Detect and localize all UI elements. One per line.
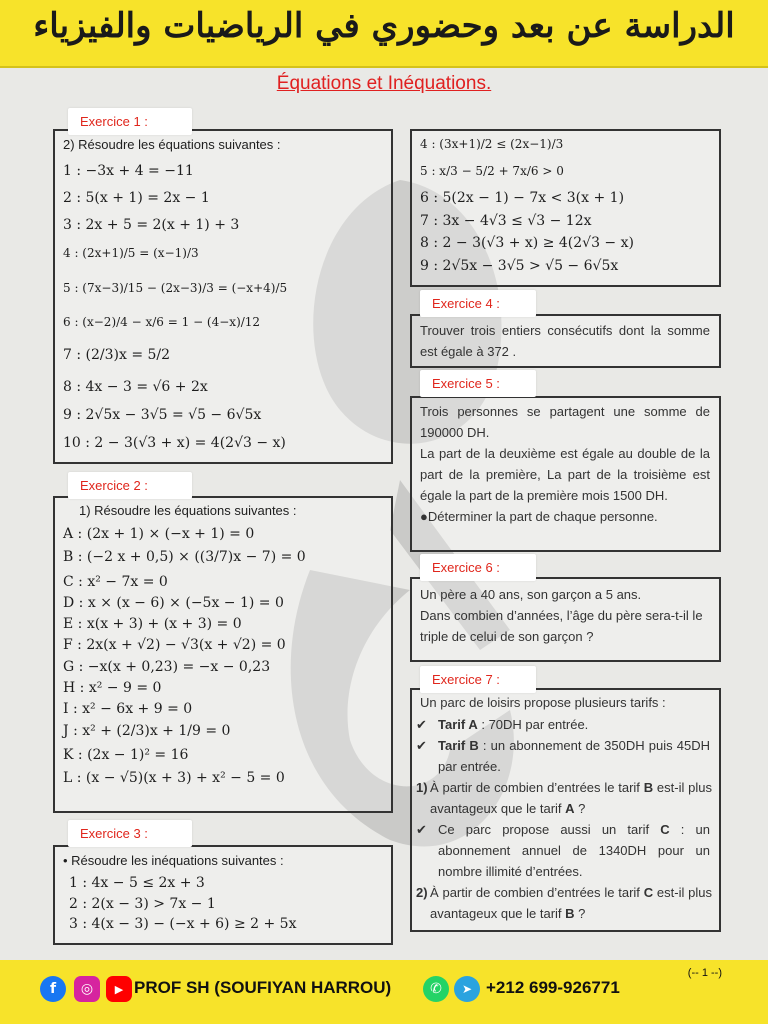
question-2-text xyxy=(430,882,712,924)
page-number: (-- 1 --) xyxy=(687,967,722,979)
equation-item: K : (2x − 1)² = 16 xyxy=(63,747,189,763)
exercise-7-box xyxy=(410,688,721,932)
equation-item: 9 : 2√5x − 3√5 = √5 − 6√5x xyxy=(63,407,262,423)
equation-item: G : −x(x + 0,23) = −x − 0,23 xyxy=(63,659,271,675)
equation-item: B : (−2 x + 0,5) × ((3/7)x − 7) = 0 xyxy=(63,549,306,565)
tariff-b-text: : un abonnement de 350DH puis 45DH par entrée. xyxy=(438,738,710,774)
exercise-7-intro: Un parc de loisirs propose plusieurs tarifs : xyxy=(420,695,666,710)
equation-item: L : (x − √5)(x + 3) + x² − 5 = 0 xyxy=(63,770,285,786)
inequation-item: 8 : 2 − 3(√3 + x) ≥ 4(2√3 − x) xyxy=(420,235,634,251)
facebook-icon[interactable]: f xyxy=(40,976,66,1002)
inequations-continued-box xyxy=(410,129,721,287)
exercise-7-label: Exercice 7 : xyxy=(420,666,536,693)
exercise-6-label: Exercice 6 : xyxy=(420,554,536,581)
question-2-part: est-il plus avantageux que le tarif xyxy=(430,885,712,921)
phone-number[interactable]: +212 699-926771 xyxy=(486,978,620,997)
exercise-5-paragraph-2: La part de la deuxième est égale au double de la part de la première, La part de la troisième est égale la part de la première mois 1500 DH. xyxy=(420,446,710,503)
equation-item: 2 : 5(x + 1) = 2x − 1 xyxy=(63,190,210,206)
tariff-a-label: Tarif A xyxy=(438,717,478,732)
checkmark-icon: ✔ xyxy=(416,717,427,732)
inequation-item: 2 : 2(x − 3) > 7x − 1 xyxy=(69,896,216,912)
equation-item: D : x × (x − 6) × (−5x − 1) = 0 xyxy=(63,595,284,611)
telegram-icon[interactable]: ➤ xyxy=(454,976,480,1002)
author-name: PROF SH (SOUFIYAN HARROU) xyxy=(134,978,392,997)
question-1-part: est-il plus avantageux que le tarif xyxy=(430,780,712,816)
equation-item: 4 : (2x+1)/5 = (x−1)/3 xyxy=(63,246,199,260)
tariff-b-label: Tarif B xyxy=(438,738,479,753)
tariff-c-part: C xyxy=(660,822,670,837)
equation-item: 8 : 4x − 3 = √6 + 2x xyxy=(63,379,208,395)
exercise-1-intro: 2) Résoudre les équations suivantes : xyxy=(63,137,281,152)
equation-item: 10 : 2 − 3(√3 + x) = 4(2√3 − x) xyxy=(63,435,286,451)
tariff-b-item xyxy=(438,735,710,777)
exercise-4-text: Trouver trois entiers consécutifs dont la somme est égale à 372 . xyxy=(420,323,710,359)
inequation-item: 1 : 4x − 5 ≤ 2x + 3 xyxy=(69,875,205,891)
question-1-number: 1) xyxy=(416,780,428,795)
inequation-item: 6 : 5(2x − 1) − 7x < 3(x + 1) xyxy=(420,190,625,206)
exercise-2-box xyxy=(53,496,393,813)
exercise-4-box xyxy=(410,314,721,368)
exercise-6-paragraph-1: Un père a 40 ans, son garçon a 5 ans. xyxy=(420,587,642,602)
inequation-item: 7 : 3x − 4√3 ≤ √3 − 12x xyxy=(420,213,592,229)
exercise-1-label: Exercice 1 : xyxy=(68,108,192,135)
exercise-1-box xyxy=(53,129,393,464)
exercise-5-paragraph-1: Trois personnes se partagent une somme de 190000 DH. xyxy=(420,404,710,440)
equation-item: C : x² − 7x = 0 xyxy=(63,574,168,590)
equation-item: 6 : (x−2)/4 − x/6 = 1 − (4−x)/12 xyxy=(63,315,261,329)
tariff-c-part: : un abonnement annuel de 1340DH pour un nombre illimité d’entrées. xyxy=(438,822,711,879)
checkmark-icon: ✔ xyxy=(416,822,427,837)
equation-item: 1 : −3x + 4 = −11 xyxy=(63,163,194,179)
equation-item: F : 2x(x + √2) − √3(x + √2) = 0 xyxy=(63,637,286,653)
inequation-item: 5 : x/3 − 5/2 + 7x/6 > 0 xyxy=(420,164,564,178)
inequation-item: 3 : 4(x − 3) − (−x + 6) ≥ 2 + 5x xyxy=(69,916,297,932)
exercise-5-label: Exercice 5 : xyxy=(420,370,536,397)
question-1-part: ? xyxy=(574,801,586,816)
equation-item: 5 : (7x−3)/15 − (2x−3)/3 = (−x+4)/5 xyxy=(63,281,288,295)
equation-item: 7 : (2/3)x = 5/2 xyxy=(63,347,171,363)
question-1-part: A xyxy=(565,801,575,816)
tariff-a-text: : 70DH par entrée. xyxy=(477,717,589,732)
inequation-item: 4 : (3x+1)/2 ≤ (2x−1)/3 xyxy=(420,137,564,151)
equation-item: I : x² − 6x + 9 = 0 xyxy=(63,701,193,717)
exercise-2-intro: 1) Résoudre les équations suivantes : xyxy=(79,503,297,518)
question-2-part: C xyxy=(643,885,654,900)
arabic-title: الدراسة عن بعد وحضوري في الرياضيات والفيزياء xyxy=(33,6,735,46)
exercise-3-box xyxy=(53,845,393,945)
question-2-part: ? xyxy=(574,906,586,921)
checkmark-icon: ✔ xyxy=(416,738,427,753)
exercise-3-intro: • Résoudre les inéquations suivantes : xyxy=(63,853,284,868)
inequation-item: 9 : 2√5x − 3√5 > √5 − 6√5x xyxy=(420,258,619,274)
youtube-icon[interactable]: ▶ xyxy=(106,976,132,1002)
equation-item: 3 : 2x + 5 = 2(x + 1) + 3 xyxy=(63,217,240,233)
tariff-a-item xyxy=(438,714,708,735)
exercise-6-box xyxy=(410,577,721,662)
question-2-part: B xyxy=(565,906,575,921)
question-2-part: À partir de combien d’entrées le tarif xyxy=(430,885,644,900)
question-2-number: 2) xyxy=(416,885,428,900)
exercise-6-paragraph-2: Dans combien d’années, l’âge du père sera-t-il le triple de celui de son garçon ? xyxy=(420,608,703,644)
exercise-5-box xyxy=(410,396,721,552)
tariff-c-item xyxy=(438,819,710,882)
header-banner xyxy=(0,0,768,68)
instagram-icon[interactable]: ◎ xyxy=(74,976,100,1002)
question-1-text xyxy=(430,777,712,819)
page-title: Équations et Inéquations. xyxy=(276,73,492,94)
equation-item: H : x² − 9 = 0 xyxy=(63,680,162,696)
equation-item: J : x² + (2/3)x + 1/9 = 0 xyxy=(63,723,231,739)
footer-banner xyxy=(0,960,768,1024)
tariff-c-part: Ce parc propose aussi un tarif xyxy=(438,822,661,837)
whatsapp-icon[interactable]: ✆ xyxy=(423,976,449,1002)
exercise-3-label: Exercice 3 : xyxy=(68,820,192,847)
exercise-2-label: Exercice 2 : xyxy=(68,472,192,499)
question-1-part: À partir de combien d’entrées le tarif xyxy=(430,780,644,795)
exercise-5-question: ●Déterminer la part de chaque personne. xyxy=(420,509,658,524)
question-1-part: B xyxy=(643,780,654,795)
exercise-4-label: Exercice 4 : xyxy=(420,290,536,317)
equation-item: E : x(x + 3) + (x + 3) = 0 xyxy=(63,616,242,632)
equation-item: A : (2x + 1) × (−x + 1) = 0 xyxy=(63,526,255,542)
